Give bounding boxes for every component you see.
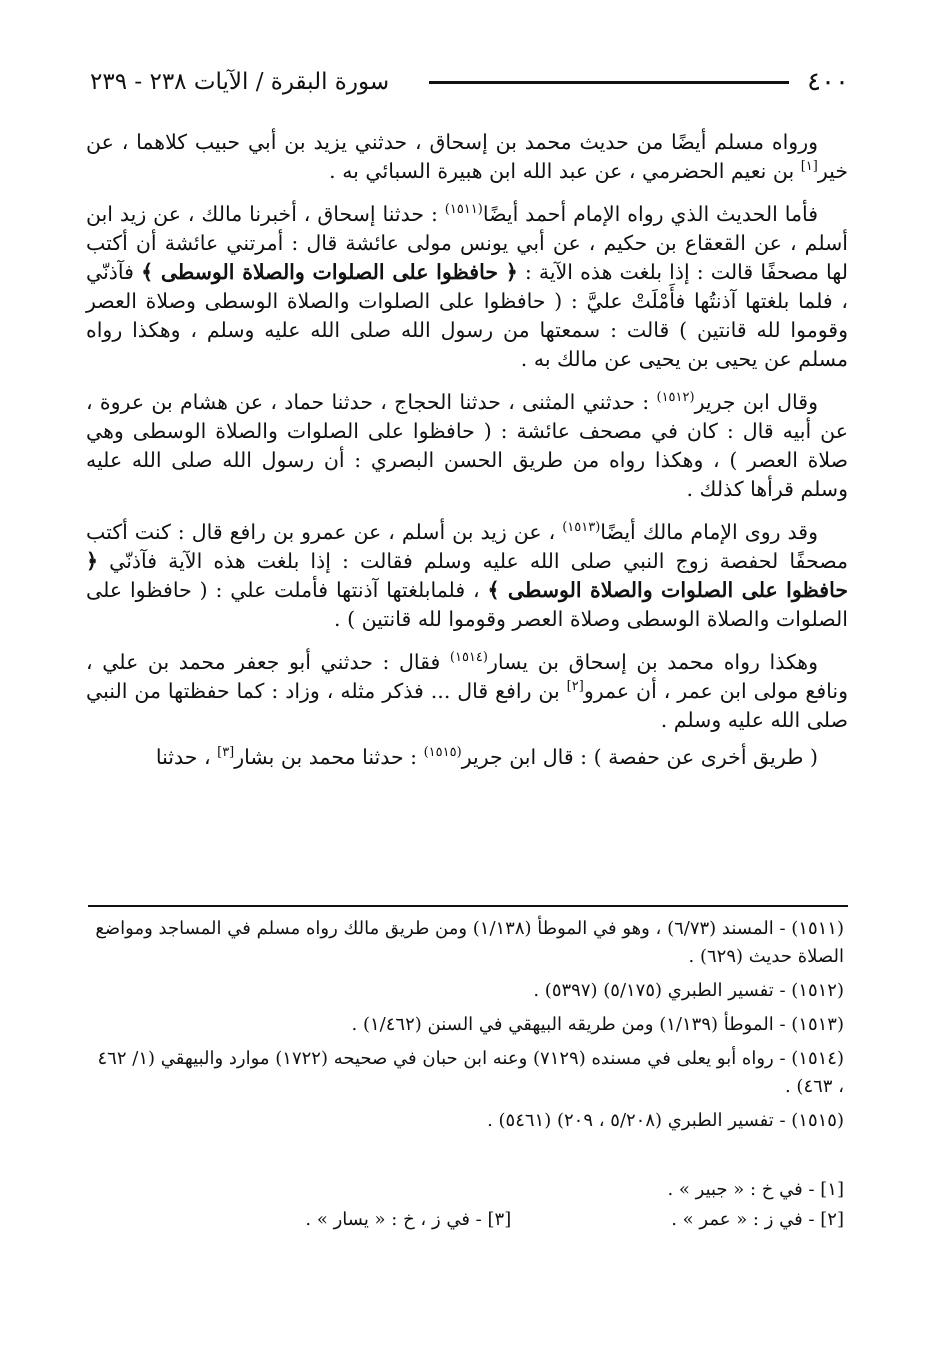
p6-text-b: : حدثنا محمد بن بشار — [234, 745, 424, 769]
footnote-1515: (١٥١٥) - تفسير الطبري (٥/٢٠٨ ، ٢٠٩) (٥٤٦١) . — [487, 1110, 844, 1131]
footnote-ref-1513: (١٥١٣) — [562, 520, 601, 536]
paragraph-4 — [86, 518, 848, 634]
paragraph-6 — [86, 743, 848, 772]
p5-text-b: فقال : حدثني أبو جعفر محمد بن علي ، ونافع مولى ابن عمر ، أن عمرو — [86, 650, 848, 703]
variant-note-3: [٣] - في ز ، خ : « يسار » . — [305, 1209, 512, 1230]
p5-text-a: وهكذا رواه محمد بن إسحاق بن يسار — [487, 650, 818, 674]
paragraph-3 — [86, 388, 848, 504]
main-text — [86, 128, 848, 786]
quran-verse: ﴿ حافظوا على الصلوات والصلاة الوسطى ﴾ — [141, 260, 518, 284]
p1-text-a: ورواه مسلم أيضًا من حديث محمد بن إسحاق ، حدثني يزيد بن أبي حبيب كلاهما ، عن خير — [86, 130, 848, 183]
footnote-ref-1511: (١٥١١) — [444, 202, 483, 218]
p4-text-b: ، عن زيد بن أسلم ، عن عمرو بن رافع قال : كنت أكتب مصحفًا لحفصة زوج النبي صلى الله عليه وسلم فقالت : إذا بلغت هذه الآية فآذنّي — [86, 520, 848, 573]
p4-text-a: وقد روى الإمام مالك أيضًا — [600, 520, 818, 544]
variant-ref-1: [١] — [800, 159, 818, 175]
footnote-1514: (١٥١٤) - رواه أبو يعلى في مسنده (٧١٢٩) وعنه ابن حبان في صحيحه (١٧٢٢) موارد والبيهقي (١/ ٤٦٢ ، ٤٦٣) . — [97, 1048, 844, 1097]
variant-notes — [150, 1175, 844, 1235]
quran-verse: ﴿ حافظوا على الصلوات والصلاة الوسطى ﴾ — [86, 549, 849, 602]
header-rule — [429, 81, 789, 84]
variant-note-2: [٢] - في ز : « عمر » . — [671, 1209, 844, 1230]
p3-text-b: : حدثني المثنى ، حدثنا الحجاج ، حدثنا حماد ، عن هشام بن عروة ، عن أبيه قال : كان في مصحف عائشة : ( حافظوا على الصلوات والصلاة الوسطى وهي صلاة العصر ) ، وهكذا رواه من طريق الحسن البصري : أن رسول الله صلى الله عليه وسلم قرأها كذلك . — [86, 390, 848, 501]
p2-text-b: : حدثنا إسحاق ، أخبرنا مالك ، عن زيد ابن أسلم ، عن القعقاع بن حكيم ، عن أبي يونس مولى عائشة قال : أمرتني عائشة أن أكتب لها مصحفًا قالت : إذا بلغت هذه الآية : — [86, 202, 848, 284]
page-header — [90, 62, 849, 102]
variant-row — [150, 1205, 844, 1235]
footnote-1513: (١٥١٣) - الموطأ (١/١٣٩) ومن طريقه البيهقي في السنن (١/٤٦٢) . — [351, 1014, 844, 1035]
paragraph-1 — [86, 128, 848, 186]
footnote-ref-1514: (١٥١٤) — [449, 650, 488, 666]
page-number: ٤٠٠ — [807, 67, 849, 97]
footnote-separator — [88, 905, 848, 907]
variant-ref-3: [٣] — [217, 745, 235, 761]
footnote-1511: (١٥١١) - المسند (٦/٧٣) ، وهو في الموطأ (١/١٣٨) ومن طريق مالك رواه مسلم في المساجد ومواضع الصلاة حديث (٦٢٩) . — [95, 918, 844, 967]
footnote-1512: (١٥١٢) - تفسير الطبري (٥/١٧٥) (٥٣٩٧) . — [533, 980, 844, 1001]
footnote-ref-1515: (١٥١٥) — [423, 745, 462, 761]
running-head: سورة البقرة / الآيات ٢٣٨ - ٢٣٩ — [90, 69, 390, 95]
footnotes — [86, 915, 844, 1141]
paragraph-5 — [86, 648, 848, 735]
p1-text-b: بن نعيم الحضرمي ، عن عبد الله ابن هبيرة السبائي به . — [329, 159, 801, 183]
variant-note-1: [١] - في خ : « جبير » . — [667, 1179, 844, 1200]
p4-text-c: ، فلمابلغتها آذنتها فأملت علي : ( حافظوا على الصلوات والصلاة الوسطى وصلاة العصر وقوموا لله قانتين ) . — [86, 578, 848, 631]
paragraph-2 — [86, 200, 848, 374]
footnote-ref-1512: (١٥١٢) — [656, 390, 695, 406]
p6-text-c: ، حدثنا — [155, 745, 218, 769]
variant-ref-2: [٢] — [566, 679, 584, 695]
p3-text-a: وقال ابن جرير — [694, 390, 818, 414]
variant-row — [150, 1175, 844, 1205]
p5-text-c: بن رافع قال ... فذكر مثله ، وزاد : كما حفظتها من النبي صلى الله عليه وسلم . — [86, 679, 848, 732]
p2-text-c: فآذنّي ، فلما بلغتها آذنتُها فأَمْلَتْ عليَّ : ( حافظوا على الصلوات والصلاة الوسطى وصلاة العصر وقوموا لله قانتين ) قالت : سمعتها من رسول الله صلى الله عليه وسلم ، وهكذا رواه مسلم عن يحيى بن يحيى عن مالك به . — [86, 260, 848, 371]
p2-text-a: فأما الحديث الذي رواه الإمام أحمد أيضًا — [482, 202, 819, 226]
p6-text-a: ( طريق أخرى عن حفصة ) : قال ابن جرير — [461, 745, 818, 769]
